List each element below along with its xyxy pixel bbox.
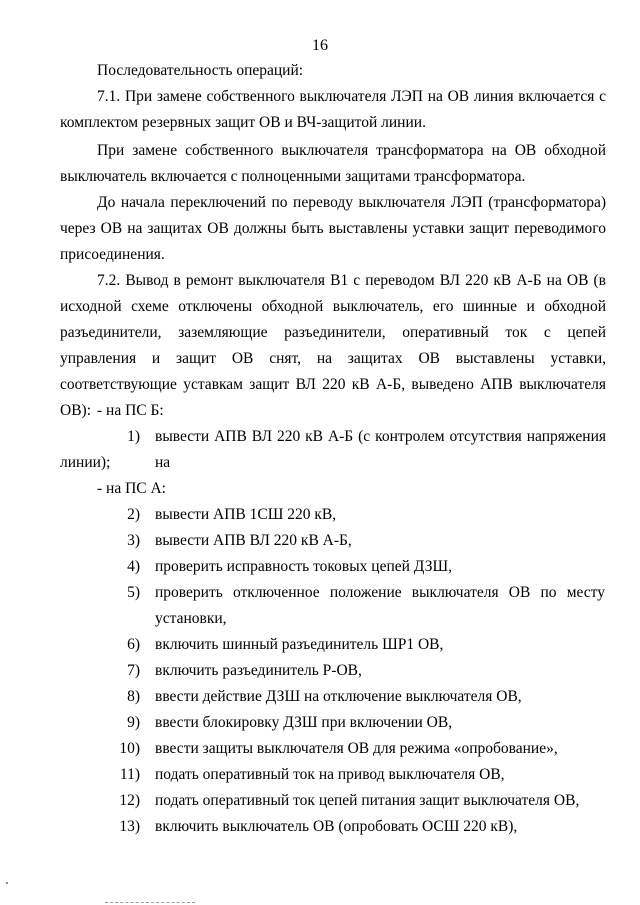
scan-speck [6,882,8,884]
list-item-number: 11) [119,766,140,783]
list-item-text: подать оперативный ток на привод выключателя ОВ, [155,766,505,783]
list-item-text: вывести АПВ ВЛ 220 кВ А-Б, [155,532,352,549]
list-item-number: 12) [119,792,140,809]
list-item-number: 2) [127,506,140,523]
substation-b-label: - на ПС Б: [97,402,164,419]
list-item-text: проверить исправность токовых цепей ДЗШ, [155,558,453,575]
list-item-text: ввести действие ДЗШ на отключение выключателя ОВ, [155,688,522,705]
list-item-text: включить разъединитель Р-ОВ, [155,662,362,679]
list-item-number: 13) [119,818,140,835]
list-item-number: 3) [127,532,140,549]
list-item-number: 5) [127,584,140,601]
paragraph-7-2: 7.2. Вывод в ремонт выключателя В1 с переводом ВЛ 220 кВ А-Б на ОВ (в исходной схеме отключены обходной выключатель, его шинные и обходной разъединители, заземляющие разъединители, оперативный ток с цепей управления и защит ОВ снят, на защитах ОВ выставлены уставки, соответствующие уставкам защит ВЛ 220 кВ А-Б, выведено АПВ выключателя ОВ): [60,272,606,419]
page-number: 16 [312,37,328,54]
paragraph-transformer-replacement: При замене собственного выключателя трансформатора на ОВ обходной выключатель включается с полноценными защитами трансформатора. [60,142,606,185]
list-item-number: 9) [127,714,140,731]
list-item-number: 8) [127,688,140,705]
list-item-text: включить выключатель ОВ (опробовать ОСШ 220 кВ), [155,818,518,835]
list-item-continuation: установки, [155,610,227,627]
paragraph-7-1: 7.1. При замене собственного выключателя ЛЭП на ОВ линия включается с комплектом резервных защит ОВ и ВЧ-защитой линии. [60,88,606,131]
list-item-text: ввести блокировку ДЗШ при включении ОВ, [155,714,453,731]
footer-divider [105,902,195,904]
list-item-number: 1) [127,428,140,445]
list-item-text: вывести АПВ ВЛ 220 кВ А-Б (с контролем отсутствия напряжения на [155,428,606,471]
paragraph-before-switching: До начала переключений по переводу выключателя ЛЭП (трансформатора) через ОВ на защитах ОВ должны быть выставлены уставки защит переводимого присоединения. [60,194,606,263]
list-item-number: 7) [127,662,140,679]
list-item-number: 6) [127,636,140,653]
list-item-text: вывести АПВ 1СШ 220 кВ, [155,506,337,523]
list-item-number: 10) [119,740,140,757]
operations-heading: Последовательность операций: [97,62,304,79]
list-item-text: проверить отключенное положение выключателя ОВ по месту [155,584,605,601]
list-item-continuation: линии); [60,454,111,471]
list-item-text: ввести защиты выключателя ОВ для режима «опробование», [155,740,558,757]
list-item-number: 4) [127,558,140,575]
list-item-text: подать оперативный ток цепей питания защит выключателя ОВ, [155,792,580,809]
substation-a-label: - на ПС А: [97,480,166,497]
list-item-text: включить шинный разъединитель ШР1 ОВ, [155,636,444,653]
